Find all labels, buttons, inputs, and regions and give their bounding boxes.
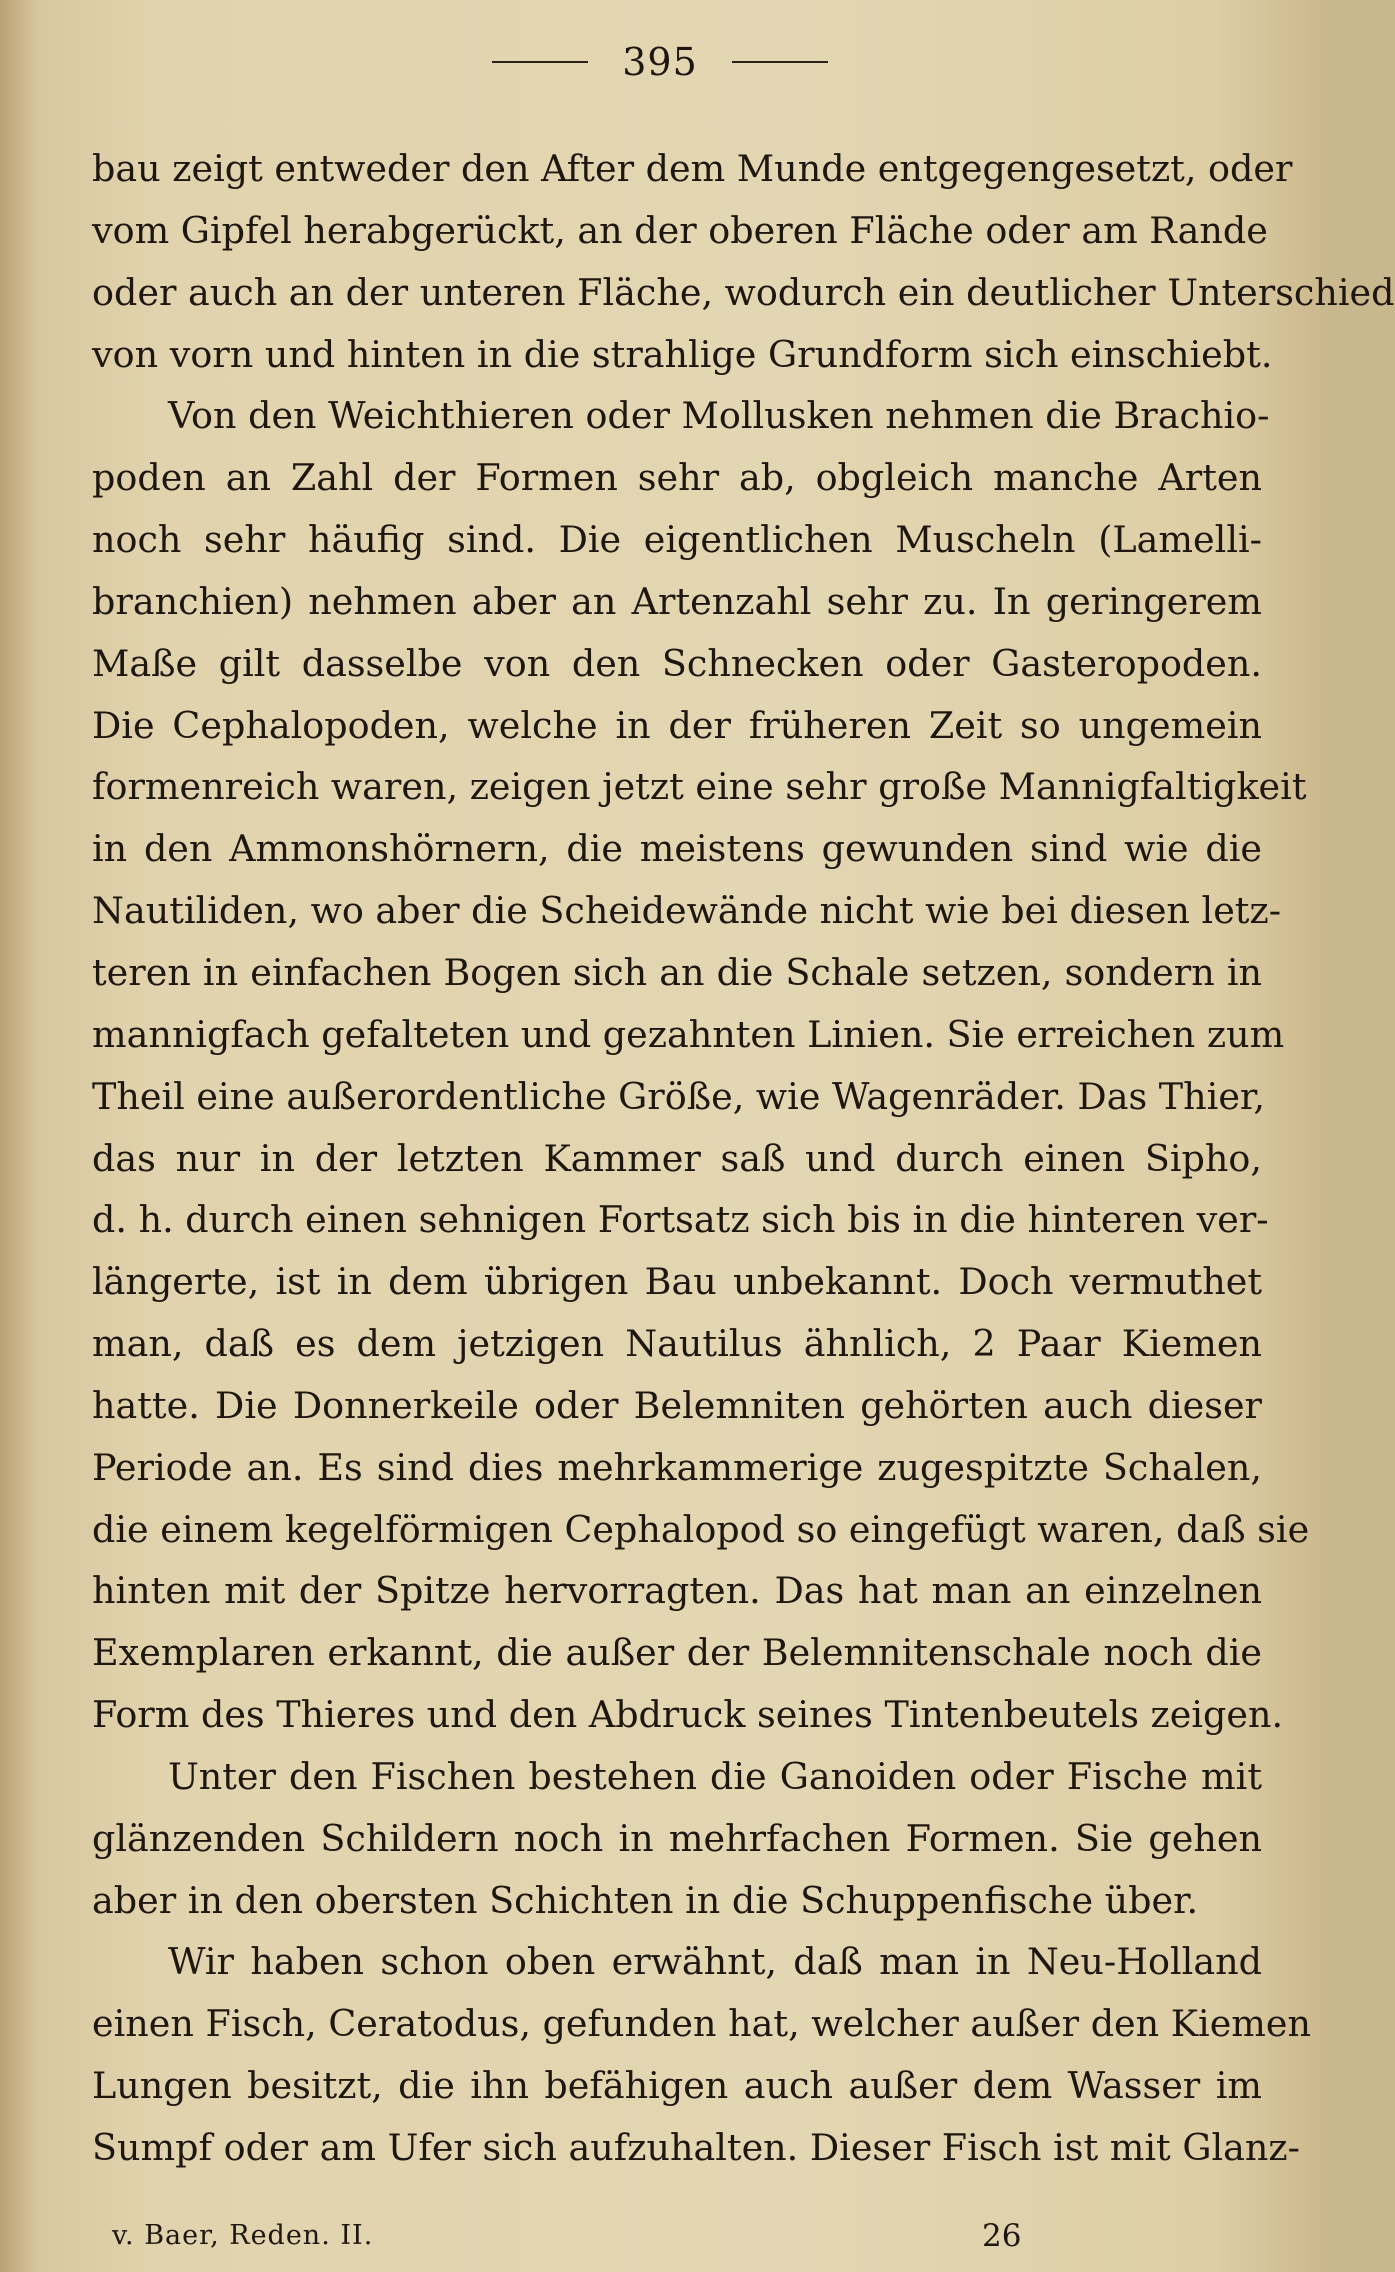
sheet-number: 26 — [982, 2218, 1022, 2254]
text-line: das nur in der letzten Kammer saß und durch einen Sipho, — [92, 1136, 1262, 1180]
text-line: Wir haben schon oben erwähnt, daß man in Neu-Holland — [168, 1940, 1262, 1984]
text-line: poden an Zahl der Formen sehr ab, obgleich manche Arten — [92, 456, 1262, 500]
text-line: d. h. durch einen sehnigen Fortsatz sich bis in die hinteren ver- — [92, 1198, 1269, 1242]
text-line: Maße gilt dasselbe von den Schnecken oder Gasteropoden. — [92, 641, 1262, 685]
text-line: Die Cephalopoden, welche in der früheren Zeit so ungemein — [92, 703, 1262, 747]
text-line: vom Gipfel herabgerückt, an der oberen Fläche oder am Rande — [92, 208, 1268, 252]
text-line: einen Fisch, Ceratodus, gefunden hat, welcher außer den Kiemen — [92, 2002, 1312, 2046]
text-line: Form des Thieres und den Abdruck seines Tintenbeutels zeigen. — [92, 1693, 1284, 1737]
text-line: glänzenden Schildern noch in mehrfachen Formen. Sie gehen — [92, 1816, 1262, 1860]
text-line: Exemplaren erkannt, die außer der Belemnitenschale noch die — [92, 1631, 1262, 1675]
header-rule-left — [492, 61, 588, 63]
text-line: hinten mit der Spitze hervorragten. Das hat man an einzelnen — [92, 1569, 1262, 1613]
body-text — [92, 138, 1395, 2179]
text-line: die einem kegelförmigen Cephalopod so eingefügt waren, daß sie — [92, 1507, 1310, 1551]
text-line: von vorn und hinten in die strahlige Grundform sich einschiebt. — [92, 332, 1273, 376]
text-line: längerte, ist in dem übrigen Bau unbekannt. Doch vermuthet — [92, 1260, 1262, 1304]
text-line: branchien) nehmen aber an Artenzahl sehr zu. In geringerem — [92, 579, 1262, 623]
text-line: teren in einfachen Bogen sich an die Schale setzen, sondern in — [92, 950, 1262, 994]
text-line: man, daß es dem jetzigen Nautilus ähnlich, 2 Paar Kiemen — [92, 1322, 1262, 1366]
text-line: noch sehr häufig sind. Die eigentlichen Muscheln (Lamelli- — [92, 518, 1262, 562]
page-number: 395 — [622, 40, 698, 84]
text-line: formenreich waren, zeigen jetzt eine sehr große Mannigfaltigkeit — [92, 765, 1307, 809]
page-header — [0, 40, 1320, 84]
text-line: aber in den obersten Schichten in die Schuppenfische über. — [92, 1878, 1199, 1922]
text-line: Lungen besitzt, die ihn befähigen auch außer dem Wasser im — [92, 2064, 1262, 2108]
footer-signature: v. Baer, Reden. II. — [112, 2220, 374, 2251]
text-line: Sumpf oder am Ufer sich aufzuhalten. Dieser Fisch ist mit Glanz- — [92, 2126, 1300, 2169]
text-line: Von den Weichthieren oder Mollusken nehmen die Brachio- — [168, 394, 1270, 438]
header-rule-right — [732, 61, 828, 63]
text-line: mannigfach gefalteten und gezahnten Linien. Sie erreichen zum — [92, 1012, 1285, 1056]
text-line: in den Ammonshörnern, die meistens gewunden sind wie die — [92, 827, 1262, 871]
text-line: Nautiliden, wo aber die Scheidewände nicht wie bei diesen letz- — [92, 889, 1282, 933]
text-line: Unter den Fischen bestehen die Ganoiden oder Fische mit — [168, 1754, 1262, 1798]
text-line: hatte. Die Donnerkeile oder Belemniten gehörten auch dieser — [92, 1383, 1262, 1427]
text-line: bau zeigt entweder den After dem Munde entgegengesetzt, oder — [92, 147, 1293, 190]
text-line: Periode an. Es sind dies mehrkammerige zugespitzte Schalen, — [92, 1445, 1262, 1489]
text-line: Theil eine außerordentliche Größe, wie Wagenräder. Das Thier, — [92, 1074, 1265, 1118]
text-line: oder auch an der unteren Fläche, wodurch ein deutlicher Unterschied — [92, 270, 1395, 314]
